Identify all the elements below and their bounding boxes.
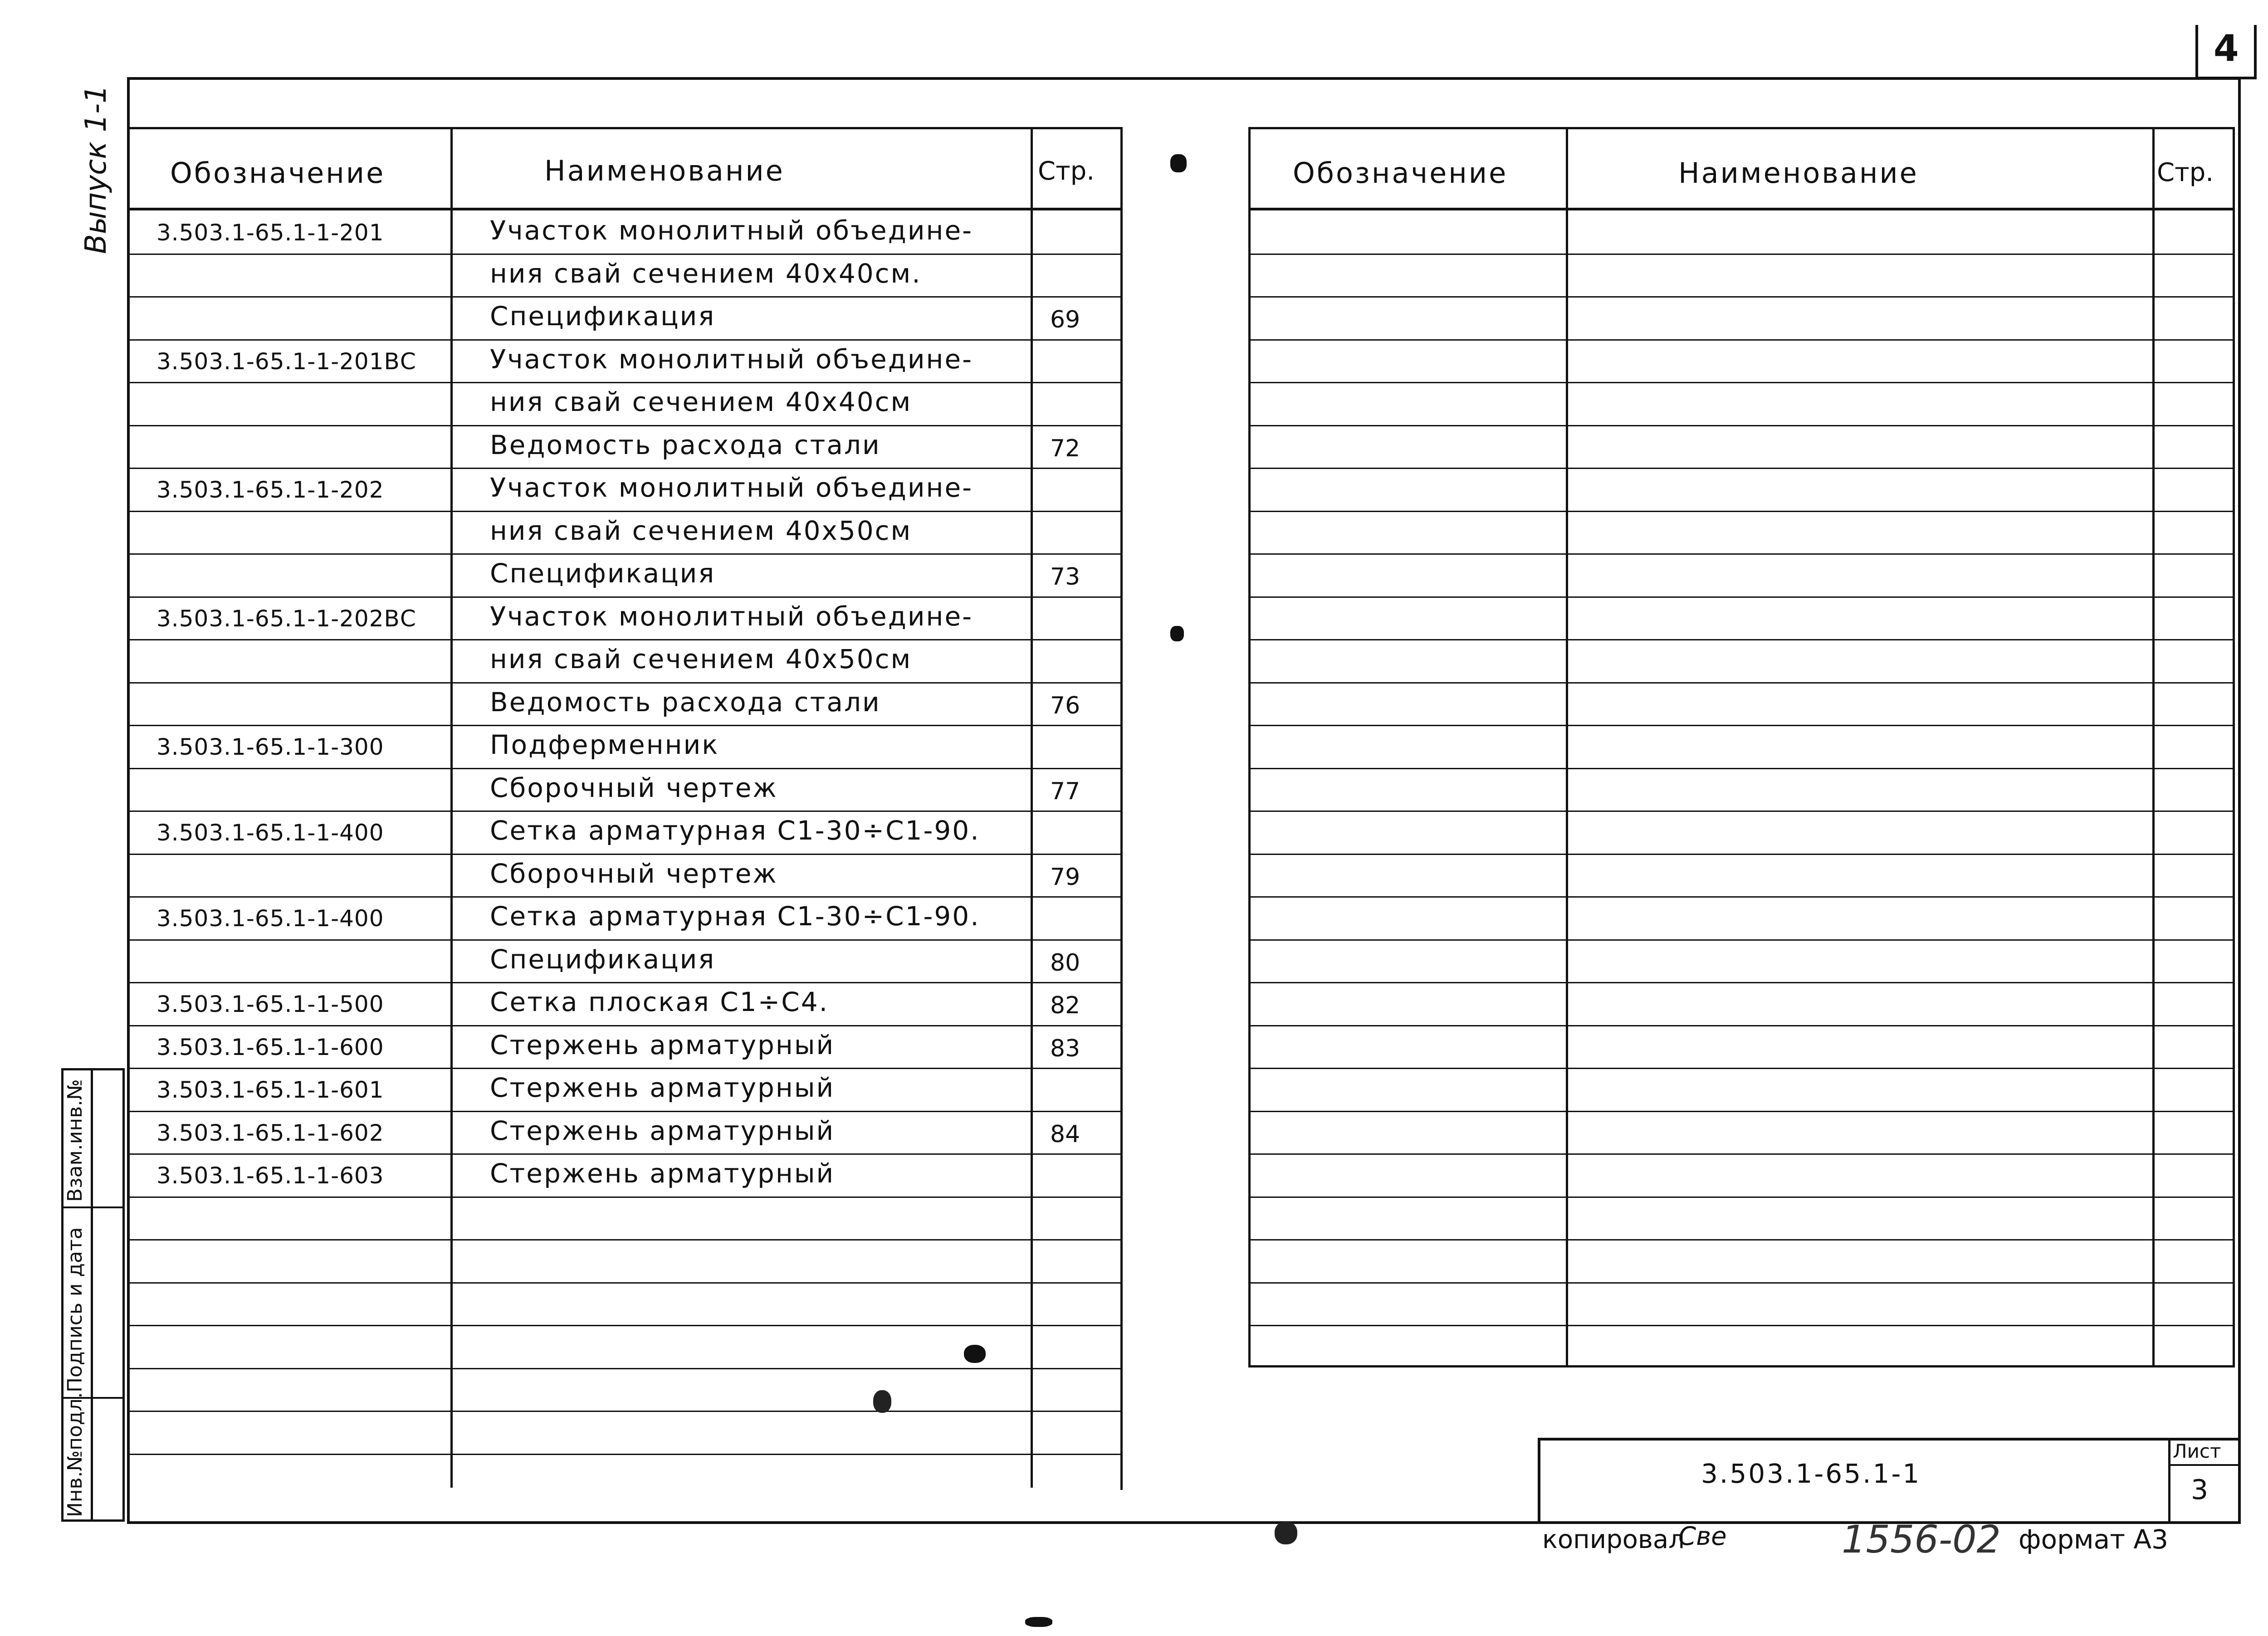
left-row-name: Участок монолитный объедине- bbox=[490, 601, 973, 632]
right-table bbox=[1248, 127, 2235, 1367]
row-separator bbox=[1248, 725, 2235, 726]
row-separator bbox=[127, 1325, 1123, 1326]
left-row-code: 3.503.1-65.1-1-500 bbox=[156, 991, 384, 1017]
left-row-page: 76 bbox=[1050, 692, 1080, 719]
row-separator bbox=[1248, 1111, 2235, 1112]
footer-format: формат А3 bbox=[2019, 1524, 2168, 1555]
left-row-name: Стержень арматурный bbox=[490, 1030, 835, 1060]
left-row-code: 3.503.1-65.1-1-201ВС bbox=[156, 348, 416, 375]
row-separator bbox=[1248, 254, 2235, 255]
row-separator bbox=[127, 1111, 1123, 1112]
left-row-code: 3.503.1-65.1-1-603 bbox=[156, 1162, 384, 1189]
row-separator bbox=[1248, 382, 2235, 383]
row-separator bbox=[1248, 639, 2235, 640]
left-header-designation: Обозначение bbox=[170, 156, 386, 190]
left-row-name: ния свай сечением 40х50см bbox=[490, 515, 912, 546]
row-separator bbox=[127, 382, 1123, 383]
left-row-name: Сетка плоская С1÷С4. bbox=[490, 986, 829, 1017]
left-header-page: Стр. bbox=[1038, 156, 1095, 186]
left-row-code: 3.503.1-65.1-1-600 bbox=[156, 1034, 384, 1060]
left-header-name: Наименование bbox=[544, 154, 785, 187]
left-row-code: 3.503.1-65.1-1-300 bbox=[156, 734, 384, 760]
row-separator bbox=[1248, 425, 2235, 426]
row-separator bbox=[127, 939, 1123, 941]
row-separator bbox=[1248, 1068, 2235, 1069]
row-separator bbox=[1248, 339, 2235, 341]
title-block-sheet-label: Лист bbox=[2173, 1440, 2221, 1462]
left-row-code: 3.503.1-65.1-1-202 bbox=[156, 477, 384, 503]
row-separator bbox=[127, 1025, 1123, 1026]
row-separator bbox=[127, 511, 1123, 512]
row-separator bbox=[127, 1368, 1123, 1369]
left-row-name: Сборочный чертеж bbox=[490, 772, 778, 803]
left-row-name: Подферменник bbox=[490, 729, 719, 760]
row-separator bbox=[127, 896, 1123, 898]
right-header-page: Стр. bbox=[2157, 158, 2214, 187]
left-row-page: 83 bbox=[1050, 1035, 1080, 1062]
footer-signature: Све bbox=[1678, 1522, 1727, 1551]
row-separator bbox=[1248, 939, 2235, 941]
row-separator bbox=[127, 468, 1123, 469]
row-separator bbox=[127, 639, 1123, 640]
issue-label: Выпуск 1-1 bbox=[79, 85, 113, 254]
row-separator bbox=[1248, 1196, 2235, 1198]
left-row-name: Сетка арматурная С1-30÷С1-90. bbox=[490, 815, 980, 846]
scan-speck bbox=[873, 1390, 891, 1413]
left-row-name: Стержень арматурный bbox=[490, 1072, 835, 1103]
left-row-page: 73 bbox=[1050, 563, 1080, 591]
left-row-name: Участок монолитный объедине- bbox=[490, 472, 973, 503]
row-separator bbox=[127, 854, 1123, 855]
row-separator bbox=[127, 1411, 1123, 1412]
footer-order: 1556-02 bbox=[1842, 1517, 2001, 1562]
row-separator bbox=[127, 254, 1123, 255]
row-separator bbox=[127, 339, 1123, 341]
row-separator bbox=[127, 982, 1123, 983]
row-separator bbox=[127, 682, 1123, 684]
left-row-code: 3.503.1-65.1-1-201 bbox=[156, 220, 384, 246]
row-separator bbox=[127, 596, 1123, 598]
row-separator bbox=[127, 1239, 1123, 1240]
left-row-code: 3.503.1-65.1-1-400 bbox=[156, 905, 384, 932]
left-row-code: 3.503.1-65.1-1-602 bbox=[156, 1120, 384, 1146]
side-stamp-replacement: Взам.инв.№ bbox=[64, 1079, 87, 1202]
left-row-name: Стержень арматурный bbox=[490, 1158, 835, 1189]
left-row-page: 80 bbox=[1050, 949, 1080, 977]
row-separator bbox=[1248, 1025, 2235, 1026]
row-separator bbox=[127, 1282, 1123, 1284]
row-separator bbox=[127, 768, 1123, 769]
row-separator bbox=[127, 1153, 1123, 1155]
row-separator bbox=[1248, 596, 2235, 598]
side-stamp-signature: Подпись и дата bbox=[64, 1227, 87, 1392]
left-row-name: Ведомость расхода стали bbox=[490, 687, 881, 718]
left-row-page: 84 bbox=[1050, 1121, 1080, 1148]
right-header-designation: Обозначение bbox=[1293, 156, 1508, 190]
left-row-code: 3.503.1-65.1-1-400 bbox=[156, 820, 384, 846]
left-row-name: Спецификация bbox=[490, 944, 716, 975]
scan-speck bbox=[964, 1345, 986, 1363]
right-header-name: Наименование bbox=[1678, 156, 1919, 190]
scan-speck bbox=[1025, 1617, 1052, 1627]
row-separator bbox=[1248, 553, 2235, 555]
left-row-page: 82 bbox=[1050, 992, 1080, 1019]
left-row-name: Сборочный чертеж bbox=[490, 858, 778, 889]
left-row-name: Стержень арматурный bbox=[490, 1115, 835, 1146]
title-block-sheet-value: 3 bbox=[2191, 1474, 2209, 1506]
left-row-name: Сетка арматурная С1-30÷С1-90. bbox=[490, 901, 980, 932]
left-row-name: Ведомость расхода стали bbox=[490, 430, 881, 460]
row-separator bbox=[1248, 1282, 2235, 1284]
scan-speck bbox=[1170, 626, 1184, 641]
row-separator bbox=[127, 296, 1123, 298]
left-row-name: ния свай сечением 40х40см. bbox=[490, 258, 922, 289]
row-separator bbox=[1248, 1153, 2235, 1155]
row-separator bbox=[1248, 682, 2235, 684]
title-block-code: 3.503.1-65.1-1 bbox=[1701, 1458, 1921, 1489]
row-separator bbox=[127, 725, 1123, 726]
row-separator bbox=[127, 1454, 1123, 1455]
left-row-page: 69 bbox=[1050, 306, 1080, 333]
left-row-name: Участок монолитный объедине- bbox=[490, 344, 973, 375]
row-separator bbox=[127, 425, 1123, 426]
row-separator bbox=[127, 1196, 1123, 1198]
sheet-number: 4 bbox=[2214, 27, 2239, 69]
scan-speck bbox=[1170, 154, 1187, 172]
side-stamp-inv: Инв.№подл. bbox=[64, 1392, 87, 1517]
left-row-name: ния свай сечением 40х40см bbox=[490, 386, 912, 417]
footer-copied: копировал bbox=[1542, 1525, 1685, 1554]
left-row-name: ния свай сечением 40х50см bbox=[490, 644, 912, 674]
left-row-page: 72 bbox=[1050, 435, 1080, 462]
left-row-page: 79 bbox=[1050, 864, 1080, 891]
row-separator bbox=[1248, 854, 2235, 855]
row-separator bbox=[1248, 511, 2235, 512]
row-separator bbox=[1248, 1239, 2235, 1240]
row-separator bbox=[127, 811, 1123, 812]
row-separator bbox=[1248, 1325, 2235, 1326]
left-row-code: 3.503.1-65.1-1-202ВС bbox=[156, 606, 416, 632]
row-separator bbox=[1248, 296, 2235, 298]
left-row-name: Спецификация bbox=[490, 558, 716, 589]
row-separator bbox=[1248, 811, 2235, 812]
left-row-name: Участок монолитный объедине- bbox=[490, 215, 973, 246]
row-separator bbox=[1248, 468, 2235, 469]
row-separator bbox=[1248, 982, 2235, 983]
left-row-name: Спецификация bbox=[490, 301, 716, 332]
row-separator bbox=[127, 553, 1123, 555]
row-separator bbox=[1248, 768, 2235, 769]
scan-speck bbox=[1275, 1522, 1297, 1544]
left-row-page: 77 bbox=[1050, 778, 1080, 805]
row-separator bbox=[1248, 896, 2235, 898]
row-separator bbox=[127, 1068, 1123, 1069]
left-row-code: 3.503.1-65.1-1-601 bbox=[156, 1077, 384, 1103]
